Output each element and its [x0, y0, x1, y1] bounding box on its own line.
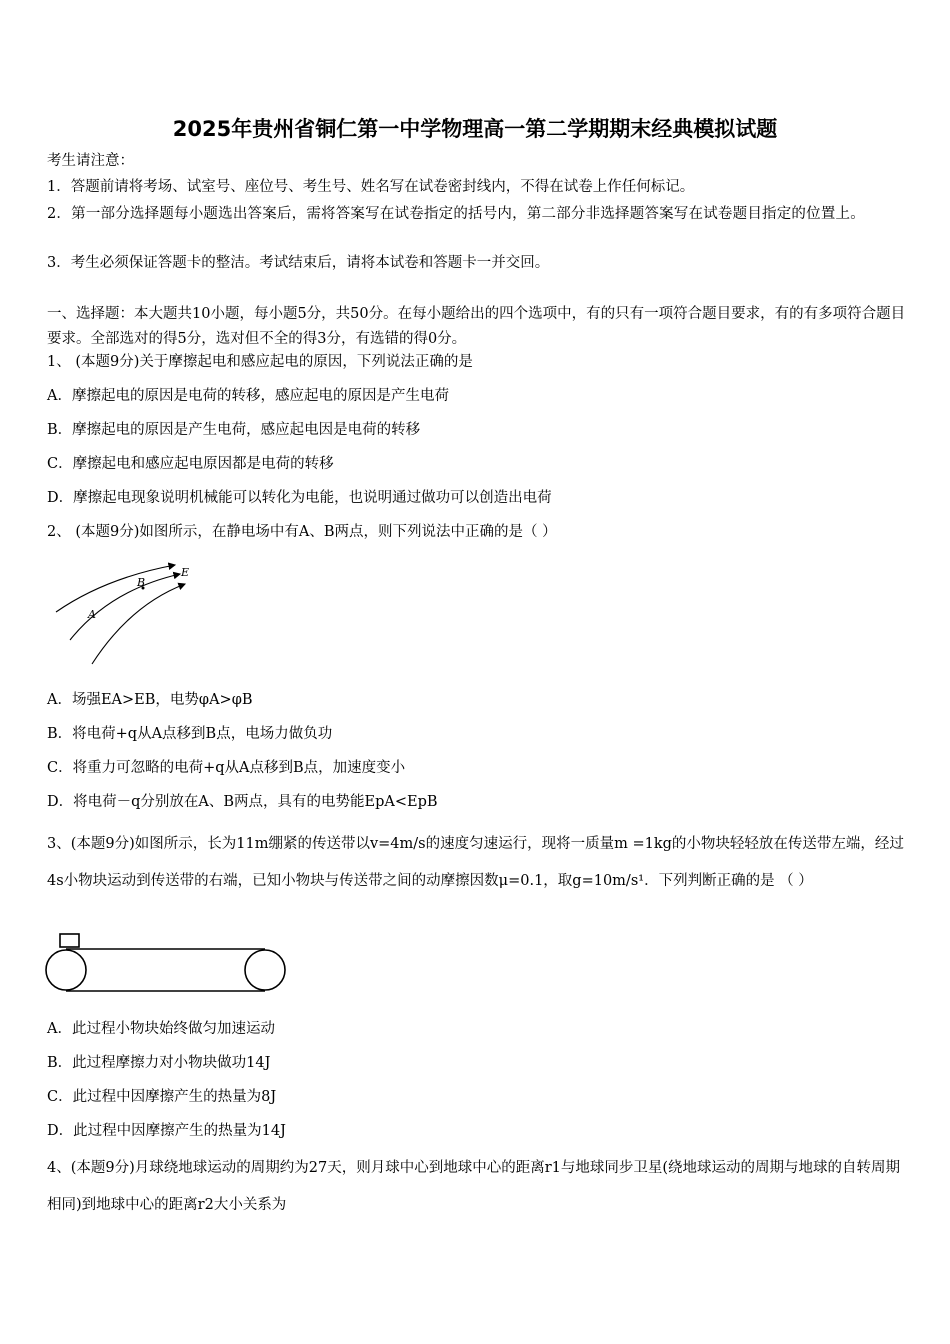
q2-option-a: A．场强EA>EB，电势φA>φB [47, 692, 253, 708]
q3-option-c: C．此过程中因摩擦产生的热量为8J [47, 1089, 277, 1105]
notice-heading: 考生请注意： [47, 153, 134, 169]
q1-stem: 1、 (本题9分)关于摩擦起电和感应起电的原因，下列说法正确的是 [47, 354, 473, 370]
q3-option-a: A．此过程小物块始终做匀加速运动 [47, 1021, 275, 1037]
electric-field-figure [50, 560, 200, 670]
section-intro: 一、选择题：本大题共10小题，每小题5分，共50分。在每小题给出的四个选项中，有的只有一项符合题目要求，有的有多项符合题目要求。全部选对的得5分，选对但不全的得3分，有选错的得0分。 [47, 306, 906, 347]
q3-stem: 3、(本题9分)如图所示，长为11m绷紧的传送带以v=4m/s的速度匀速运行，现将一质量m =1kg的小物块轻轻放在传送带左端，经过4s小物块运动到传送带的右端，已知小物块与传送带之间的动摩擦因数μ=0.1，取g=10m/s¹．下列判断正确的是 （ ） [47, 836, 904, 889]
q1-option-c: C．摩擦起电和感应起电原因都是电荷的转移 [47, 456, 334, 472]
q2-option-c: C．将重力可忽略的电荷+q从A点移到B点，加速度变小 [47, 760, 406, 776]
field-line-2 [70, 574, 180, 640]
q4-stem: 4、(本题9分)月球绕地球运动的周期约为27天，则月球中心到地球中心的距离r1与地球同步卫星(绕地球运动的周期与地球的自转周期相同)到地球中心的距离r2大小关系为 [47, 1160, 901, 1213]
label-b: B [137, 576, 146, 589]
q2-option-d: D．将电荷－q分别放在A、B两点，具有的电势能EpA<EpB [47, 794, 438, 810]
right-roller [245, 950, 285, 990]
notice-item-2: 2．第一部分选择题每小题选出答案后，需将答案写在试卷指定的括号内，第二部分非选择题答案写在试卷题目指定的位置上。 [47, 206, 865, 222]
q3-option-d: D．此过程中因摩擦产生的热量为14J [47, 1123, 286, 1139]
notice-item-1: 1．答题前请将考场、试室号、座位号、考生号、姓名写在试卷密封线内，不得在试卷上作任何标记。 [47, 179, 695, 195]
q2-stem: 2、 (本题9分)如图所示，在静电场中有A、B两点，则下列说法中正确的是（ ） [47, 524, 557, 540]
q3-option-b: B．此过程摩擦力对小物块做功14J [47, 1055, 271, 1071]
conveyor-belt-figure [44, 930, 290, 994]
q1-option-a: A．摩擦起电的原因是电荷的转移，感应起电的原因是产生电荷 [47, 388, 449, 404]
left-roller [46, 950, 86, 990]
notice-item-3: 3．考生必须保证答题卡的整洁。考试结束后，请将本试卷和答题卡一并交回。 [47, 255, 550, 271]
label-a: A [88, 608, 96, 621]
page-title: 2025年贵州省铜仁第一中学物理高一第二学期期末经典模拟试题 [172, 117, 778, 141]
q2-option-b: B．将电荷+q从A点移到B点，电场力做负功 [47, 726, 333, 742]
label-e: E [181, 566, 190, 579]
q1-option-b: B．摩擦起电的原因是产生电荷，感应起电因是电荷的转移 [47, 422, 421, 438]
small-block [60, 934, 79, 947]
field-line-1 [56, 565, 175, 612]
field-line-3 [92, 584, 185, 664]
q1-option-d: D．摩擦起电现象说明机械能可以转化为电能，也说明通过做功可以创造出电荷 [47, 490, 552, 506]
